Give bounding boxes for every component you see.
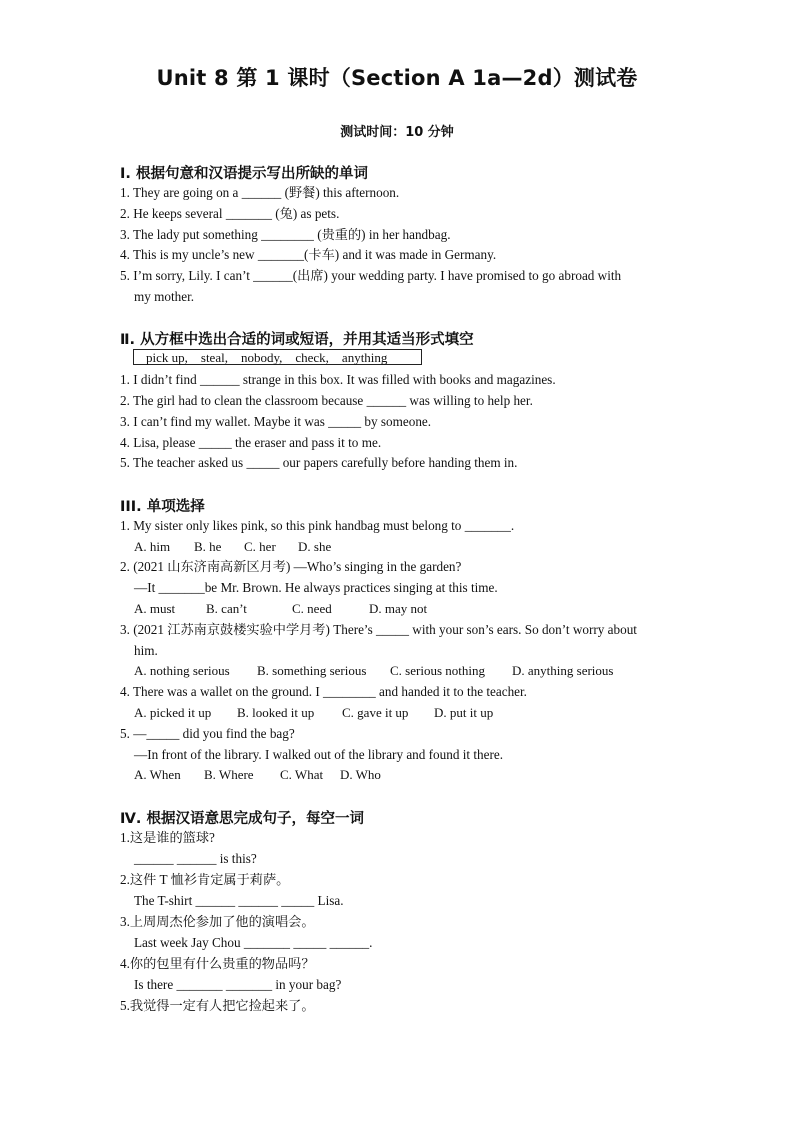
test-time: 测试时间：10 分钟 xyxy=(340,125,454,140)
sec2-question-1: 1. I didn’t find ______ strange in this box. It was filled with books and magazines. xyxy=(120,372,556,387)
option-c: C. serious nothing xyxy=(390,663,485,678)
option-b: B. he xyxy=(194,539,222,554)
sec3-question-3: 3. (2021 江苏南京鼓楼实验中学月考) There’s _____ with your son’s ears. So don’t worry about xyxy=(120,622,637,637)
sec2-question-4: 4. Lisa, please _____ the eraser and pass it to me. xyxy=(120,435,382,450)
sec1-question-5-cont: my mother. xyxy=(134,289,195,304)
sec3-question-5: 5. —_____ did you find the bag? xyxy=(120,726,295,741)
option-d: D. anything serious xyxy=(512,663,614,678)
section-2-heading: Ⅱ. 从方框中选出合适的词或短语，并用其适当形式填空 xyxy=(120,332,474,348)
sec4-question-3-english: Last week Jay Chou _______ _____ ______. xyxy=(134,935,373,950)
worksheet-title: Unit 8 第 1 课时（Section A 1a—2d）测试卷 xyxy=(156,66,638,90)
sec3-question-2: 2. (2021 山东济南高新区月考) —Who’s singing in the garden? xyxy=(120,559,462,574)
option-d: D. may not xyxy=(369,601,428,616)
option-c: C. her xyxy=(244,539,276,554)
sec4-question-1: 1.这是谁的篮球? xyxy=(120,830,215,845)
option-a: A. When xyxy=(134,767,181,782)
option-b: B. Where xyxy=(204,767,254,782)
option-a: A. must xyxy=(134,601,176,616)
sec2-question-5: 5. The teacher asked us _____ our papers carefully before handing them in. xyxy=(120,455,518,470)
sec3-question-4: 4. There was a wallet on the ground. I ________ and handed it to the teacher. xyxy=(120,684,527,699)
sec4-question-4: 4.你的包里有什么贵重的物品吗？ xyxy=(120,956,315,971)
option-b: B. looked it up xyxy=(237,705,315,720)
option-c: C. need xyxy=(292,601,332,616)
section-1-heading: Ⅰ. 根据句意和汉语提示写出所缺的单词 xyxy=(120,166,368,182)
option-a: A. picked it up xyxy=(134,705,212,720)
section-3-heading: III. 单项选择 xyxy=(120,499,205,515)
sec1-question-1: 1. They are going on a ______ (野餐) this afternoon. xyxy=(120,185,400,200)
sec4-question-1-english: ______ ______ is this? xyxy=(134,851,257,866)
sec1-question-4: 4. This is my uncle’s new _______(卡车) and it was made in Germany. xyxy=(120,247,497,262)
option-d: D. she xyxy=(298,539,332,554)
sec1-question-3: 3. The lady put something ________ (贵重的) in her handbag. xyxy=(120,227,451,242)
option-b: B. can’t xyxy=(206,601,247,616)
sec3-question-3-cont: him. xyxy=(134,643,158,658)
option-b: B. something serious xyxy=(257,663,367,678)
sec3-question-5-cont: —In front of the library. I walked out of the library and found it there. xyxy=(134,747,504,762)
sec2-question-3: 3. I can’t find my wallet. Maybe it was _____ by someone. xyxy=(120,414,432,429)
sec1-question-2: 2. He keeps several _______ (兔) as pets. xyxy=(120,206,340,221)
sec3-question-2-cont: —It _______be Mr. Brown. He always practices singing at this time. xyxy=(134,580,498,595)
section-4-heading: Ⅳ. 根据汉语意思完成句子，每空一词 xyxy=(120,811,364,827)
sec4-question-2-english: The T-shirt ______ ______ _____ Lisa. xyxy=(134,893,344,908)
sec4-question-5: 5.我觉得一定有人把它捡起来了。 xyxy=(120,998,315,1013)
option-d: D. Who xyxy=(340,767,381,782)
sec2-question-2: 2. The girl had to clean the classroom because ______ was willing to help her. xyxy=(120,393,533,408)
option-c: C. What xyxy=(280,767,324,782)
sec4-question-3: 3.上周周杰伦参加了他的演唱会。 xyxy=(120,914,315,929)
option-c: C. gave it up xyxy=(342,705,409,720)
option-d: D. put it up xyxy=(434,705,494,720)
sec1-question-5: 5. I’m sorry, Lily. I can’t ______(出席) your wedding party. I have promised to go abroad with xyxy=(120,268,622,283)
option-a: A. him xyxy=(134,539,171,554)
sec4-question-2: 2.这件 T 恤衫肯定属于莉萨。 xyxy=(120,872,290,887)
option-a: A. nothing serious xyxy=(134,663,230,678)
sec4-question-4-english: Is there _______ _______ in your bag? xyxy=(134,977,342,992)
sec3-question-1: 1. My sister only likes pink, so this pink handbag must belong to _______. xyxy=(120,518,515,533)
word-box: pick up, steal, nobody, check, anything xyxy=(133,349,422,365)
